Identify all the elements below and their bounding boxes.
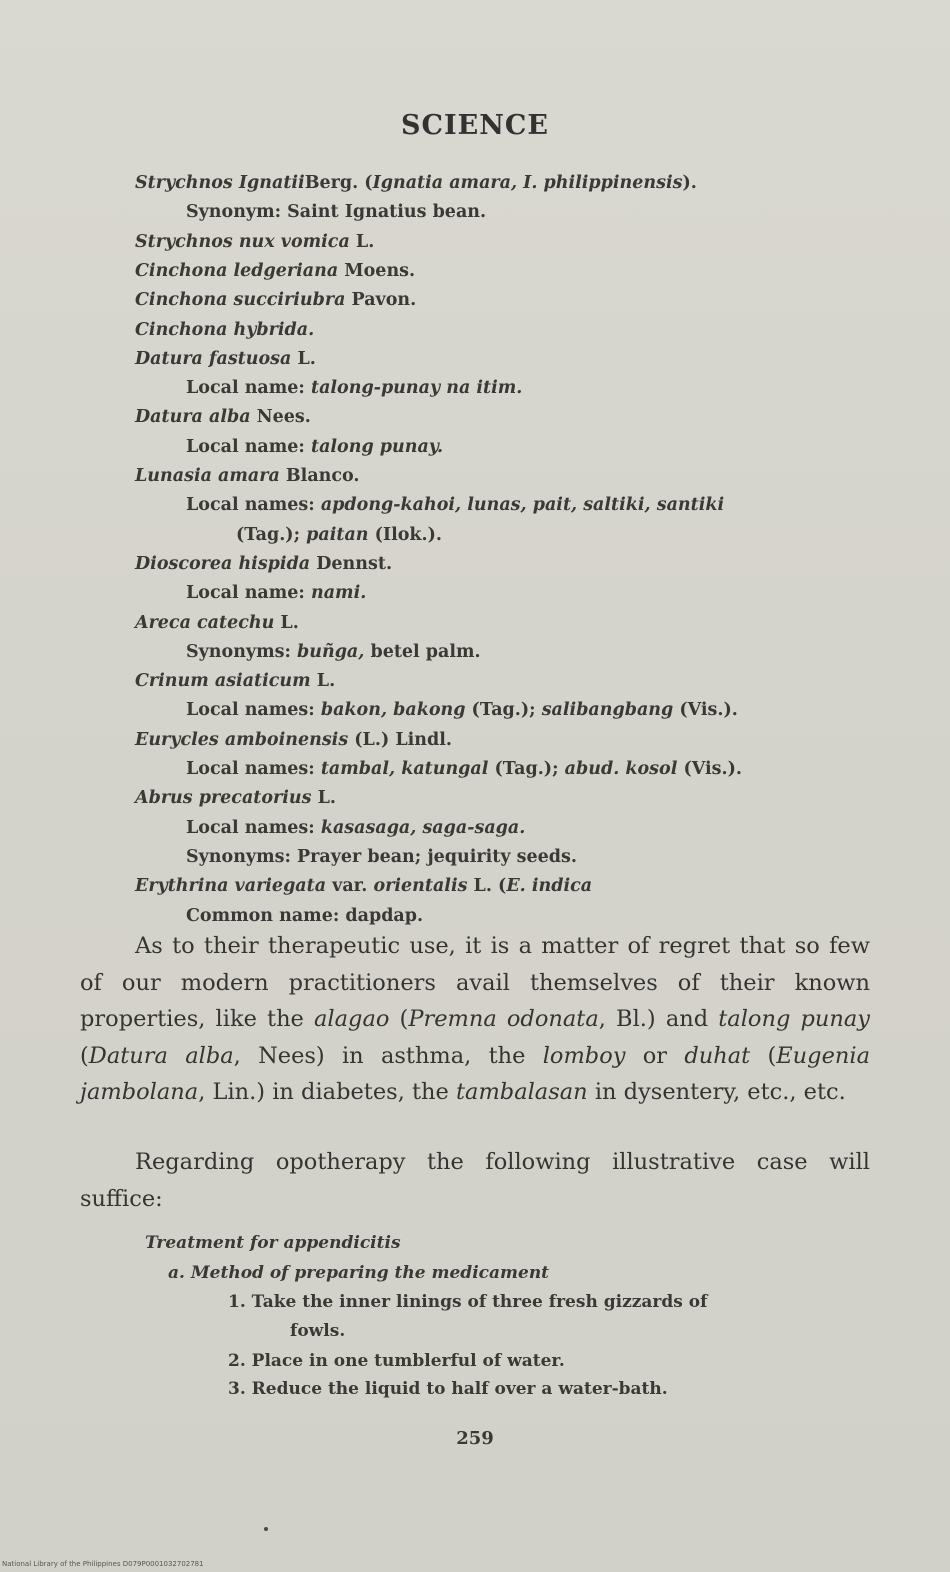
species-line — [135, 260, 415, 282]
species-text: L. — [274, 612, 299, 633]
species-text: Lunasia amara — [135, 466, 280, 486]
species-line — [135, 406, 311, 428]
paragraph-text: ( — [80, 1042, 89, 1069]
species-text: tambal, katungal — [320, 759, 489, 779]
species-text: (Tag.); — [236, 524, 307, 545]
species-text: Abrus precatorius — [135, 788, 312, 809]
treatment-subtitle: a. Method of preparing the medicament — [168, 1263, 550, 1283]
paragraph-text: tambalasan — [456, 1079, 588, 1105]
species-line — [135, 231, 374, 253]
species-text: (Tag.); — [465, 700, 542, 721]
species-line — [186, 846, 577, 868]
species-text: (L.) Lindl. — [348, 729, 452, 750]
species-text: Blanco. — [279, 466, 360, 486]
species-text: apdong-kahoi, lunas, pait, saltiki, santiki — [320, 495, 725, 516]
species-text: Moens. — [338, 260, 416, 281]
species-text: L. — [310, 671, 336, 692]
species-text: Synonyms: — [186, 641, 298, 662]
species-line — [236, 524, 442, 546]
paragraph-text: Premna odonata — [408, 1006, 599, 1032]
species-text: salibangbang — [541, 700, 674, 721]
species-text: orientalis — [373, 876, 468, 897]
paragraph-text: duhat — [684, 1042, 751, 1069]
species-text: Local name: — [186, 583, 311, 604]
species-text: paitan — [306, 524, 369, 545]
species-text: ). — [682, 173, 697, 193]
species-text: Dioscorea hispida — [135, 553, 311, 574]
paragraph-text: , Lin.) in diabetes, the — [198, 1079, 456, 1105]
species-text: (Vis.). — [673, 700, 738, 721]
species-line — [186, 201, 486, 223]
species-text: Strychnos Ignatii — [135, 173, 305, 193]
species-line — [186, 817, 525, 839]
species-text: var. — [326, 876, 374, 897]
species-line — [186, 436, 443, 458]
species-line — [135, 348, 316, 370]
species-text: Datura alba — [135, 407, 251, 428]
species-text: betel palm. — [364, 641, 481, 662]
species-text: L. — [349, 231, 375, 252]
species-text: talong-punay na itim. — [310, 378, 523, 399]
species-text: abud. kosol — [564, 759, 678, 779]
species-text: E. indica — [506, 876, 593, 897]
paragraph-text: lomboy — [542, 1042, 626, 1069]
species-text: Common name: dapdap. — [186, 905, 424, 926]
species-text: L. — [311, 788, 336, 809]
running-header: SCIENCE — [401, 110, 549, 141]
species-text: Berg. ( — [304, 173, 373, 193]
treatment-title: Treatment for appendicitis — [145, 1233, 401, 1253]
paragraph-text: alagao — [314, 1006, 390, 1032]
species-line — [186, 699, 738, 721]
species-line — [186, 377, 522, 399]
footer-credit: National Library of the Philippines D079P0001032702781 — [2, 1560, 204, 1568]
step-3: 3. Reduce the liquid to half over a water-bath. — [228, 1379, 668, 1399]
species-text: L. — [291, 348, 316, 369]
species-text: Pavon. — [345, 290, 417, 311]
species-text: Local names: — [186, 700, 321, 721]
species-text: Erythrina variegata — [135, 876, 327, 897]
species-text: Strychnos nux vomica — [135, 231, 350, 252]
species-line — [135, 289, 416, 311]
species-line — [135, 670, 335, 692]
species-line — [135, 729, 452, 751]
paragraph-text: Datura alba — [88, 1042, 234, 1069]
species-text: Dennst. — [310, 553, 393, 574]
species-line — [186, 582, 366, 604]
species-text: Areca catechu — [135, 612, 275, 633]
species-line — [186, 905, 423, 927]
species-text: nami. — [310, 583, 367, 604]
species-text: Local name: — [186, 436, 311, 457]
paragraph-text: ( — [750, 1042, 777, 1069]
species-text: kasasaga, saga-saga. — [320, 817, 526, 838]
speck — [264, 1527, 268, 1531]
species-text: Local names: — [186, 817, 321, 838]
paragraph-therapeutic-use — [80, 928, 870, 1111]
paragraph-text: , Nees) in asthma, the — [233, 1042, 543, 1069]
species-text: talong punay. — [310, 436, 444, 457]
paragraph-opotherapy: Regarding opotherapy the following illustrative case will suffice: — [80, 1149, 870, 1212]
step-1: 1. Take the inner linings of three fresh gizzards of — [228, 1292, 708, 1312]
species-line — [186, 641, 481, 663]
species-text: Synonym: Saint Ignatius bean. — [186, 202, 487, 223]
species-text: buñga, — [297, 641, 365, 662]
species-text: bakon, bakong — [320, 700, 466, 721]
species-text: Cinchona succiriubra — [135, 290, 346, 311]
species-text: Ignatia amara, I. philippinensis — [372, 173, 683, 193]
species-text: Crinum asiaticum — [135, 671, 311, 692]
paragraph-text: As to their therapeutic use, it is a matter of regret that so few of our modern practitioners avail themselves of their known properties, like the — [80, 933, 870, 1032]
species-text: Cinchona ledgeriana — [135, 260, 339, 281]
species-line — [135, 612, 299, 634]
species-text: Nees. — [250, 407, 311, 428]
paragraph-text: , Bl.) and — [598, 1006, 719, 1032]
species-line — [135, 875, 592, 897]
species-text: Eurycles amboinensis — [135, 729, 349, 750]
species-line — [186, 494, 724, 516]
species-line — [135, 465, 360, 487]
paragraph-text: Eugenia jambolana — [80, 1042, 870, 1105]
paragraph-text: or — [625, 1042, 685, 1069]
species-text: Local name: — [186, 378, 311, 399]
step-1-cont: fowls. — [290, 1321, 346, 1341]
species-text: (Ilok.). — [368, 524, 442, 545]
species-text: (Tag.); — [488, 759, 565, 779]
paragraph-text: in dysentery, etc., etc. — [587, 1079, 846, 1105]
species-line — [186, 758, 742, 780]
species-line — [135, 553, 392, 575]
species-text: Datura fastuosa — [135, 348, 292, 369]
paragraph-text: talong punay — [718, 1006, 870, 1032]
species-text: Local names: — [186, 495, 321, 516]
paragraph-text: ( — [389, 1006, 409, 1032]
species-text: Synonyms: Prayer bean; jequirity seeds. — [186, 846, 577, 867]
page-number: 259 — [456, 1428, 494, 1449]
step-2: 2. Place in one tumblerful of water. — [228, 1351, 565, 1371]
species-text: (Vis.). — [677, 759, 742, 779]
species-text: Cinchona hybrida. — [135, 319, 315, 340]
species-line — [135, 787, 336, 809]
species-text: L. ( — [467, 876, 507, 897]
species-line — [135, 172, 697, 194]
species-line — [135, 319, 314, 341]
species-text: Local names: — [186, 759, 321, 779]
